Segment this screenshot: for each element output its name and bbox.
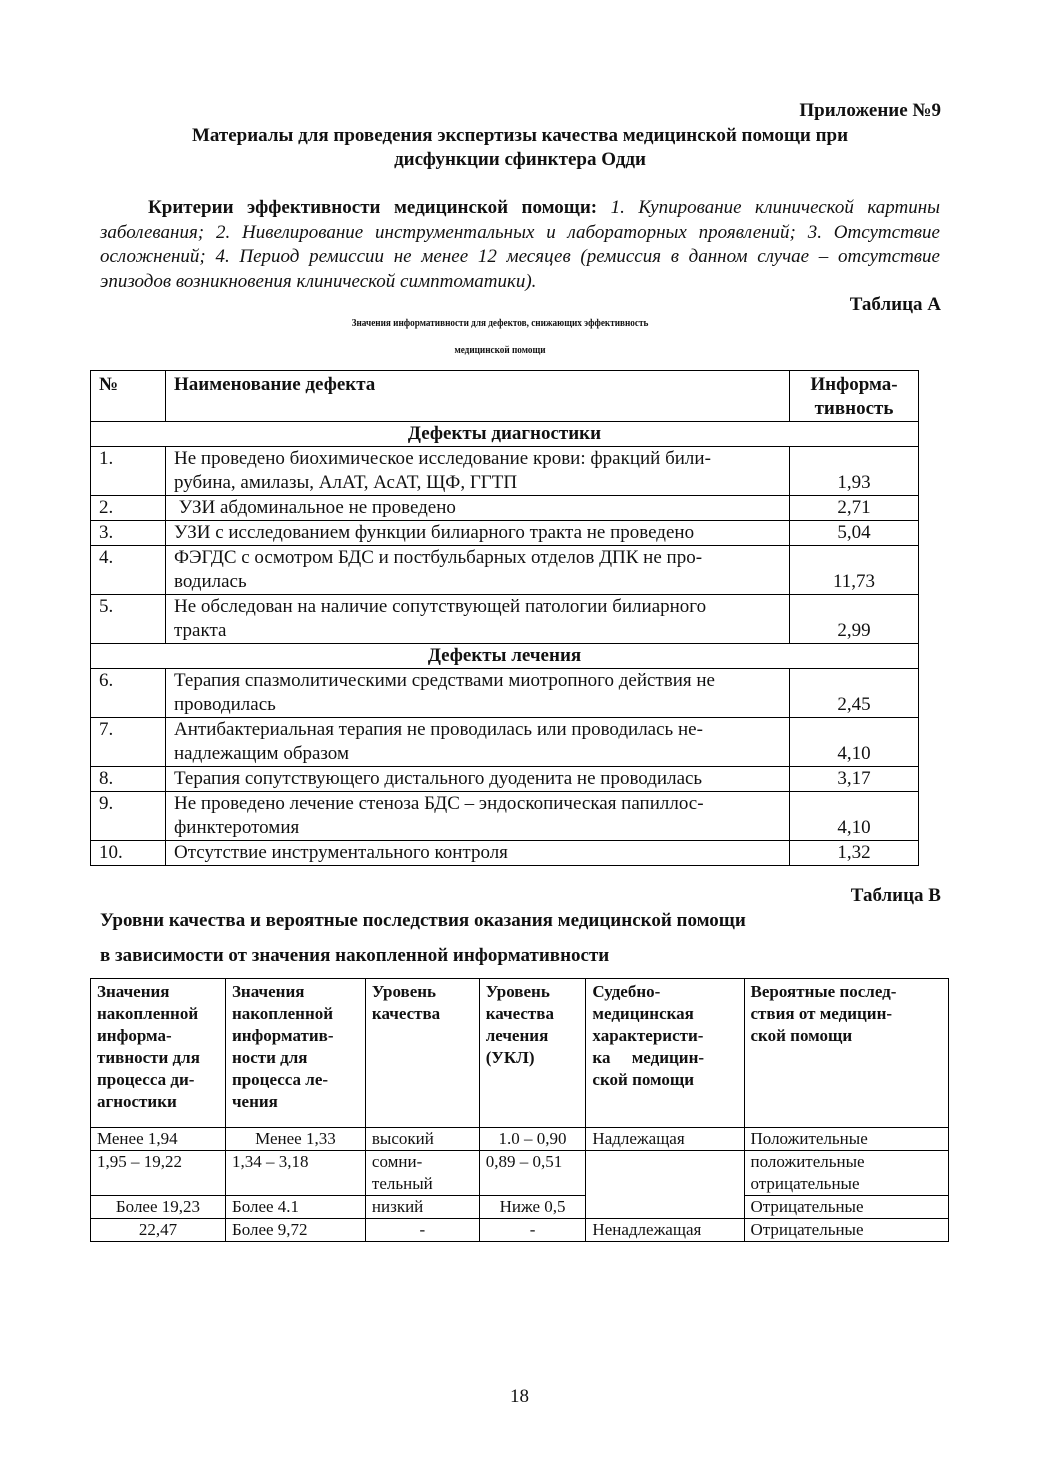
informativeness-value: 2,71: [790, 496, 919, 521]
table-a-label: Таблица А: [849, 294, 941, 315]
header-info-line-2: тивность: [814, 398, 894, 419]
header-line: качества: [485, 1004, 554, 1023]
table-b-title-line-2: в зависимости от значения накопленной информативности: [100, 945, 610, 966]
treatment-rows: [91, 669, 919, 866]
informativeness-value: 4,10: [790, 792, 919, 841]
cell: [365, 1151, 479, 1196]
header-line: Значения: [231, 982, 305, 1001]
defect-name-line: УЗИ с исследованием функции билиарного тракта не проведено: [174, 522, 695, 543]
table-row: [91, 595, 919, 644]
cell: Ненадлежащая: [586, 1219, 744, 1242]
cell: Ниже 0,5: [479, 1196, 586, 1219]
cell-line: тельный: [371, 1174, 433, 1193]
row-number: 5.: [91, 595, 166, 644]
defect-name: [166, 718, 790, 767]
cell: Положительные: [744, 1128, 948, 1151]
header-line: лечения: [485, 1026, 549, 1045]
defect-name-line: УЗИ абдоминальное не проведено: [174, 497, 456, 518]
informativeness-value: 4,10: [790, 718, 919, 767]
header-line: чения: [231, 1092, 278, 1111]
title-line-2: дисфункции сфинктера Одди: [394, 149, 646, 170]
informativeness-value: 1,93: [790, 447, 919, 496]
section-treatment: Дефекты лечения: [91, 644, 919, 669]
header-cell: [479, 979, 586, 1128]
table-row: [91, 767, 919, 792]
header-line: тивности для: [97, 1048, 200, 1067]
table-b-title-line-1: Уровни качества и вероятные последствия оказания медицинской помощи: [100, 910, 746, 931]
defect-name: [166, 767, 790, 792]
row-number: 1.: [91, 447, 166, 496]
table-a-caption-line-1: Значения информативности для дефектов, снижающих эффективность: [351, 318, 649, 329]
header-line: Уровень: [371, 982, 437, 1001]
defects-table: [90, 370, 919, 866]
header-line: ка медицин-: [592, 1048, 705, 1067]
cell: [744, 1151, 948, 1196]
section-row: [91, 422, 919, 447]
row-number: 3.: [91, 521, 166, 546]
defect-name-line: Отсутствие инструментального контроля: [174, 842, 508, 863]
header-line: Значения: [97, 982, 170, 1001]
defect-name-line: Антибактериальная терапия не проводилась или проводилась не-: [174, 719, 703, 740]
header-name: Наименование дефекта: [166, 371, 790, 422]
header-line: Уровень: [485, 982, 550, 1001]
cell: Менее 1,33: [225, 1128, 365, 1151]
table-row: [91, 1196, 949, 1219]
cell: -: [479, 1219, 586, 1242]
row-number: 8.: [91, 767, 166, 792]
cell: 1,34 – 3,18: [225, 1151, 365, 1196]
table-row: [91, 521, 919, 546]
section-diagnostics: Дефекты диагностики: [91, 422, 919, 447]
page-number: 18: [510, 1386, 529, 1407]
cell: Более 4.1: [225, 1196, 365, 1219]
informativeness-value: 5,04: [790, 521, 919, 546]
header-line: агностики: [97, 1092, 177, 1111]
informativeness-value: 11,73: [790, 546, 919, 595]
row-number: 10.: [91, 841, 166, 866]
cell-line: сомни-: [371, 1152, 423, 1171]
informativeness-value: 2,45: [790, 669, 919, 718]
row-number: 7.: [91, 718, 166, 767]
table-a-caption-line-2: медицинской помощи: [454, 345, 546, 356]
defect-name: [166, 521, 790, 546]
header-info: [790, 371, 919, 422]
defect-name-line: тракта: [174, 620, 227, 641]
header-num: №: [91, 371, 166, 422]
defect-name: [166, 595, 790, 644]
defect-name-line: надлежащим образом: [174, 743, 349, 764]
defect-name-line: Не проведено биохимическое исследование крови: фракций били-: [174, 448, 711, 469]
defect-name-line: финктеротомия: [174, 817, 300, 838]
section-row: [91, 644, 919, 669]
header-cell: [91, 979, 226, 1128]
cell: Отрицательные: [744, 1196, 948, 1219]
header-line: процесса ди-: [97, 1070, 195, 1089]
defect-name: [166, 447, 790, 496]
header-line: (УКЛ): [485, 1048, 535, 1067]
header-cell: [225, 979, 365, 1128]
header-cell: [744, 979, 948, 1128]
informativeness-value: 1,32: [790, 841, 919, 866]
criteria-lead: Критерии эффективности медицинской помощи:: [148, 197, 598, 218]
table-row: [91, 718, 919, 767]
header-line: накопленной: [97, 1004, 199, 1023]
cell: Более 9,72: [225, 1219, 365, 1242]
header-line: ской помощи: [750, 1026, 853, 1045]
cell: -: [365, 1219, 479, 1242]
cell: Отрицательные: [744, 1219, 948, 1242]
table-b-label: Таблица В: [850, 885, 941, 906]
cell: низкий: [365, 1196, 479, 1219]
cell: 1.0 – 0,90: [479, 1128, 586, 1151]
cell: Более 19,23: [91, 1196, 226, 1219]
table-header-row: [91, 371, 919, 422]
header-line: информа-: [97, 1026, 172, 1045]
defect-name-line: ФЭГДС с осмотром БДС и постбульбарных отделов ДПК не про-: [174, 547, 703, 568]
defect-name: [166, 841, 790, 866]
defect-name-line: рубина, амилазы, АлАТ, АсАТ, ЩФ, ГГТП: [174, 472, 518, 493]
cell: Надлежащая: [586, 1128, 744, 1151]
header-line: ности для: [231, 1048, 308, 1067]
defect-name-line: Терапия сопутствующего дистального дуоденита не проводилась: [174, 768, 703, 789]
header-line: качества: [371, 1004, 441, 1023]
defect-name-line: Не проведено лечение стеноза БДС – эндоскопическая папиллос-: [174, 793, 704, 814]
cell-line: отрицательные: [750, 1174, 860, 1193]
diagnostics-rows: [91, 447, 919, 644]
table-row: [91, 792, 919, 841]
header-line: характеристи-: [592, 1026, 704, 1045]
header-cell: [365, 979, 479, 1128]
row-number: 9.: [91, 792, 166, 841]
row-number: 2.: [91, 496, 166, 521]
document-title: [100, 124, 940, 172]
defect-name: [166, 496, 790, 521]
table-row: [91, 1128, 949, 1151]
table-row: [91, 546, 919, 595]
table-row: [91, 841, 919, 866]
defect-name: [166, 792, 790, 841]
header-line: процесса ле-: [231, 1070, 329, 1089]
header-line: ствия от медицин-: [750, 1004, 893, 1023]
table-row: [91, 1151, 949, 1196]
defect-name: [166, 546, 790, 595]
table-row: [91, 447, 919, 496]
table-row: [91, 669, 919, 718]
header-line: накопленной: [231, 1004, 334, 1023]
header-line: ской помощи: [592, 1070, 695, 1089]
table-row: [91, 1219, 949, 1242]
informativeness-value: 2,99: [790, 595, 919, 644]
row-number: 4.: [91, 546, 166, 595]
header-line: Вероятные послед-: [750, 982, 897, 1001]
cell: Менее 1,94: [91, 1128, 226, 1151]
cell: 22,47: [91, 1219, 226, 1242]
header-line: медицинская: [592, 1004, 694, 1023]
title-line-1: Материалы для проведения экспертизы качества медицинской помощи при: [191, 125, 849, 146]
appendix-label: Приложение №9: [799, 100, 941, 121]
defect-name-line: водилась: [174, 571, 247, 592]
cell: высокий: [365, 1128, 479, 1151]
cell: 1,95 – 19,22: [91, 1151, 226, 1196]
defect-name-line: Терапия спазмолитическими средствами миотропного действия не: [174, 670, 715, 691]
header-line: информатив-: [231, 1026, 334, 1045]
cell-empty: [586, 1151, 744, 1219]
defect-name: [166, 669, 790, 718]
defect-name-line: проводилась: [174, 694, 276, 715]
table-row: [91, 496, 919, 521]
header-line: Судебно-: [592, 982, 661, 1001]
defect-name-line: Не обследован на наличие сопутствующей патологии билиарного: [174, 596, 707, 617]
criteria-body: 1. Купирование клинической картины заболевания; 2. Нивелирование инструментальных и лабораторных проявлений; 3. Отсутствие осложнений; 4. Период ремиссии не менее 12 месяцев (ремиссия в данном случае – отсутствие эпизодов возникновения клинической симптоматики).: [100, 197, 941, 292]
quality-levels-table: [90, 978, 949, 1242]
row-number: 6.: [91, 669, 166, 718]
criteria-paragraph: [100, 196, 940, 294]
informativeness-value: 3,17: [790, 767, 919, 792]
table-header-row: [91, 979, 949, 1128]
cell: 0,89 – 0,51: [479, 1151, 586, 1196]
header-cell: [586, 979, 744, 1128]
header-info-line-1: Информа-: [810, 374, 898, 395]
cell-line: положительные: [750, 1152, 865, 1171]
